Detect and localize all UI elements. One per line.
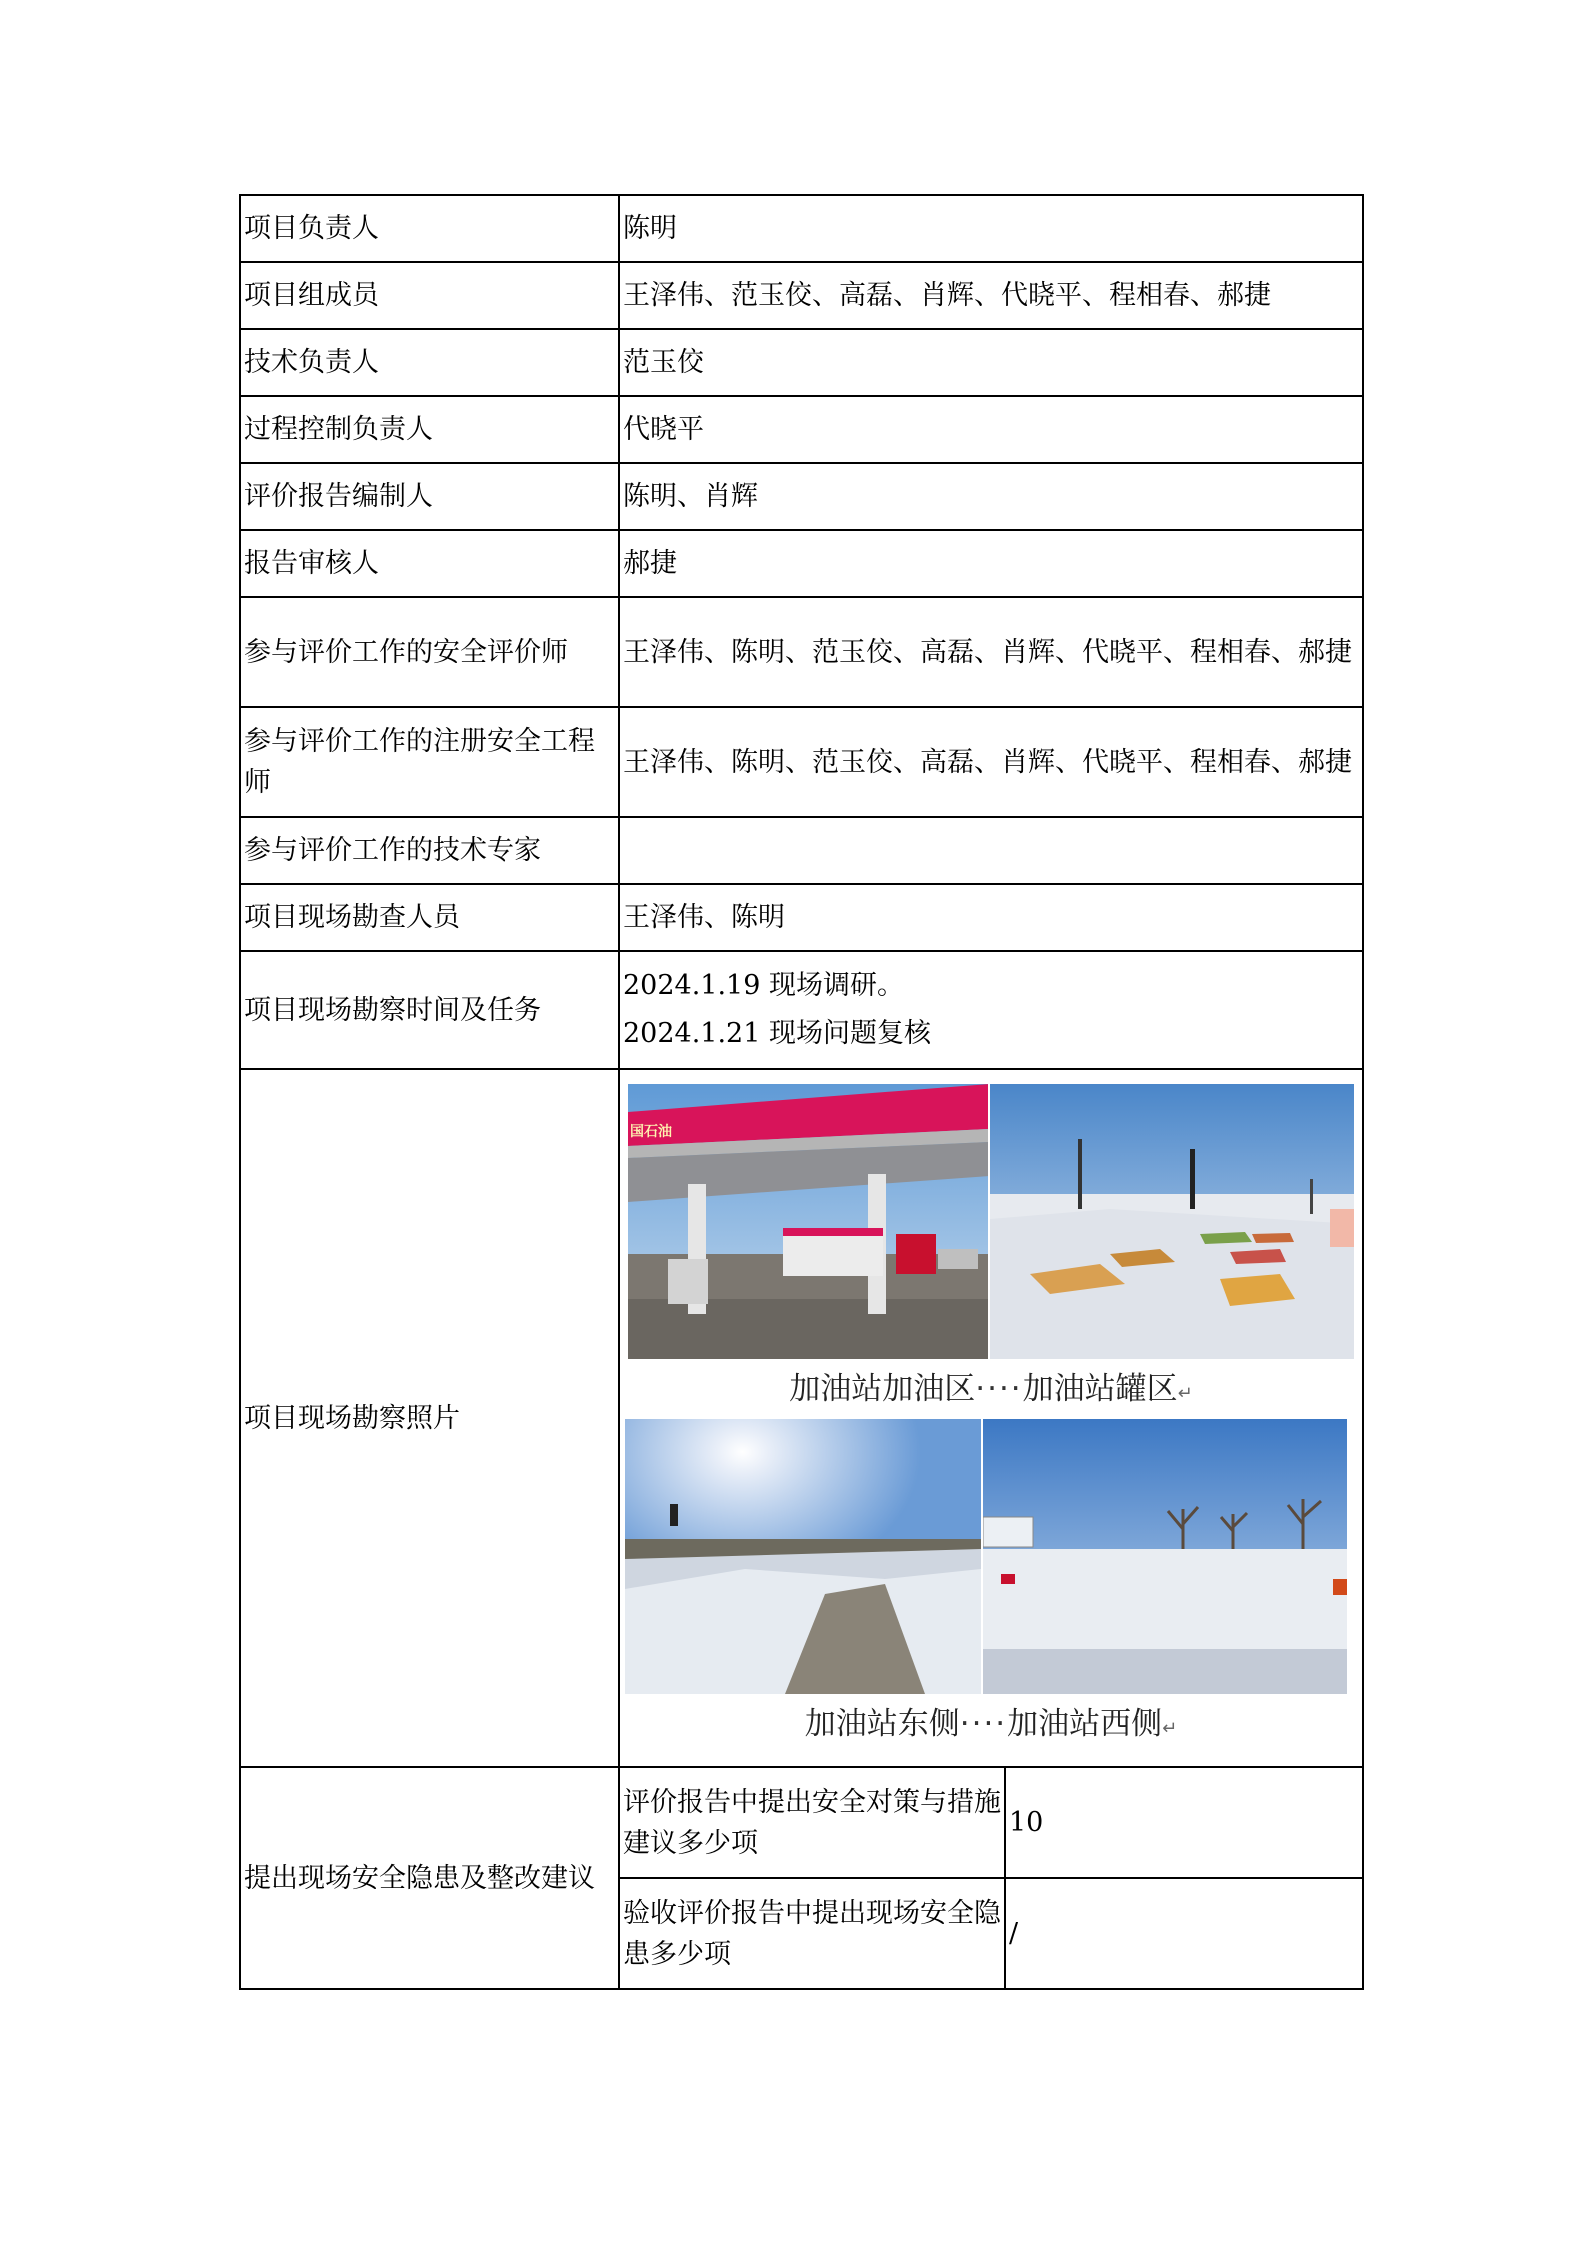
photo-row [625,1419,1354,1694]
row-label: 项目现场勘查人员 [240,884,619,951]
photo-west-side [983,1419,1347,1694]
row-label: 项目负责人 [240,195,619,262]
table-row [240,884,1363,951]
row-value: 王泽伟、陈明、范玉佼、高磊、肖辉、代晓平、程相春、郝捷 [619,597,1363,707]
caption-dots: ···· [975,1371,1023,1407]
table-row [240,329,1363,396]
hazards-value: 10 [1005,1767,1363,1878]
photos-cell [619,1069,1363,1767]
row-value: 郝捷 [619,530,1363,597]
fuel-station-canopy-image [628,1084,988,1359]
row-label: 项目组成员 [240,262,619,329]
east-side-image [625,1419,981,1694]
table-row [240,530,1363,597]
caption-refuel-area: 加油站加油区 [789,1371,976,1407]
survey-time-line: 2024.1.21 现场问题复核 [623,1018,931,1049]
photo-tank-area [990,1084,1354,1359]
hazards-question: 评价报告中提出安全对策与措施建议多少项 [619,1767,1005,1878]
row-value: 陈明、肖辉 [619,463,1363,530]
tank-area-image [990,1084,1354,1359]
row-value: 范玉佼 [619,329,1363,396]
row-label: 参与评价工作的技术专家 [240,817,619,884]
table-row [240,396,1363,463]
paragraph-mark: ↵ [1162,1718,1178,1739]
table-row [240,817,1363,884]
row-value: 陈明 [619,195,1363,262]
caption-east-side: 加油站东侧 [804,1706,960,1742]
caption-dots: ···· [959,1706,1008,1742]
table-row [240,1069,1363,1767]
table-row [240,1767,1363,1878]
paragraph-mark: ↵ [1177,1383,1193,1404]
row-label: 技术负责人 [240,329,619,396]
row-value [619,817,1363,884]
hazards-label: 提出现场安全隐患及整改建议 [240,1767,619,1989]
survey-time-value [619,951,1363,1069]
survey-time-label: 项目现场勘察时间及任务 [240,951,619,1069]
canopy-sign-text: 国石油 [630,1124,672,1140]
row-value: 王泽伟、陈明、范玉佼、高磊、肖辉、代晓平、程相春、郝捷 [619,707,1363,817]
photo-refuel-area [628,1084,988,1359]
table-row [240,262,1363,329]
row-value: 王泽伟、范玉佼、高磊、肖辉、代晓平、程相春、郝捷 [619,262,1363,329]
photo-east-side [625,1419,981,1694]
personnel-table [239,194,1364,1990]
photo-caption-row-2 [628,1694,1354,1754]
table-row [240,195,1363,262]
row-label: 报告审核人 [240,530,619,597]
row-label: 参与评价工作的安全评价师 [240,597,619,707]
caption-west-side: 加油站西侧 [1007,1706,1163,1742]
row-label: 评价报告编制人 [240,463,619,530]
row-label: 过程控制负责人 [240,396,619,463]
caption-tank-area: 加油站罐区 [1022,1371,1178,1407]
table-row [240,463,1363,530]
hazards-question: 验收评价报告中提出现场安全隐患多少项 [619,1878,1005,1989]
photos-label: 项目现场勘察照片 [240,1069,619,1767]
table-row [240,707,1363,817]
row-label: 参与评价工作的注册安全工程师 [240,707,619,817]
table-row [240,951,1363,1069]
photo-row [628,1084,1354,1359]
photo-caption-row-1 [628,1359,1354,1419]
row-value: 代晓平 [619,396,1363,463]
west-side-image [983,1419,1347,1694]
row-value: 王泽伟、陈明 [619,884,1363,951]
table-row [240,597,1363,707]
hazards-value: / [1005,1878,1363,1989]
survey-time-line: 2024.1.19 现场调研。 [623,970,904,1001]
